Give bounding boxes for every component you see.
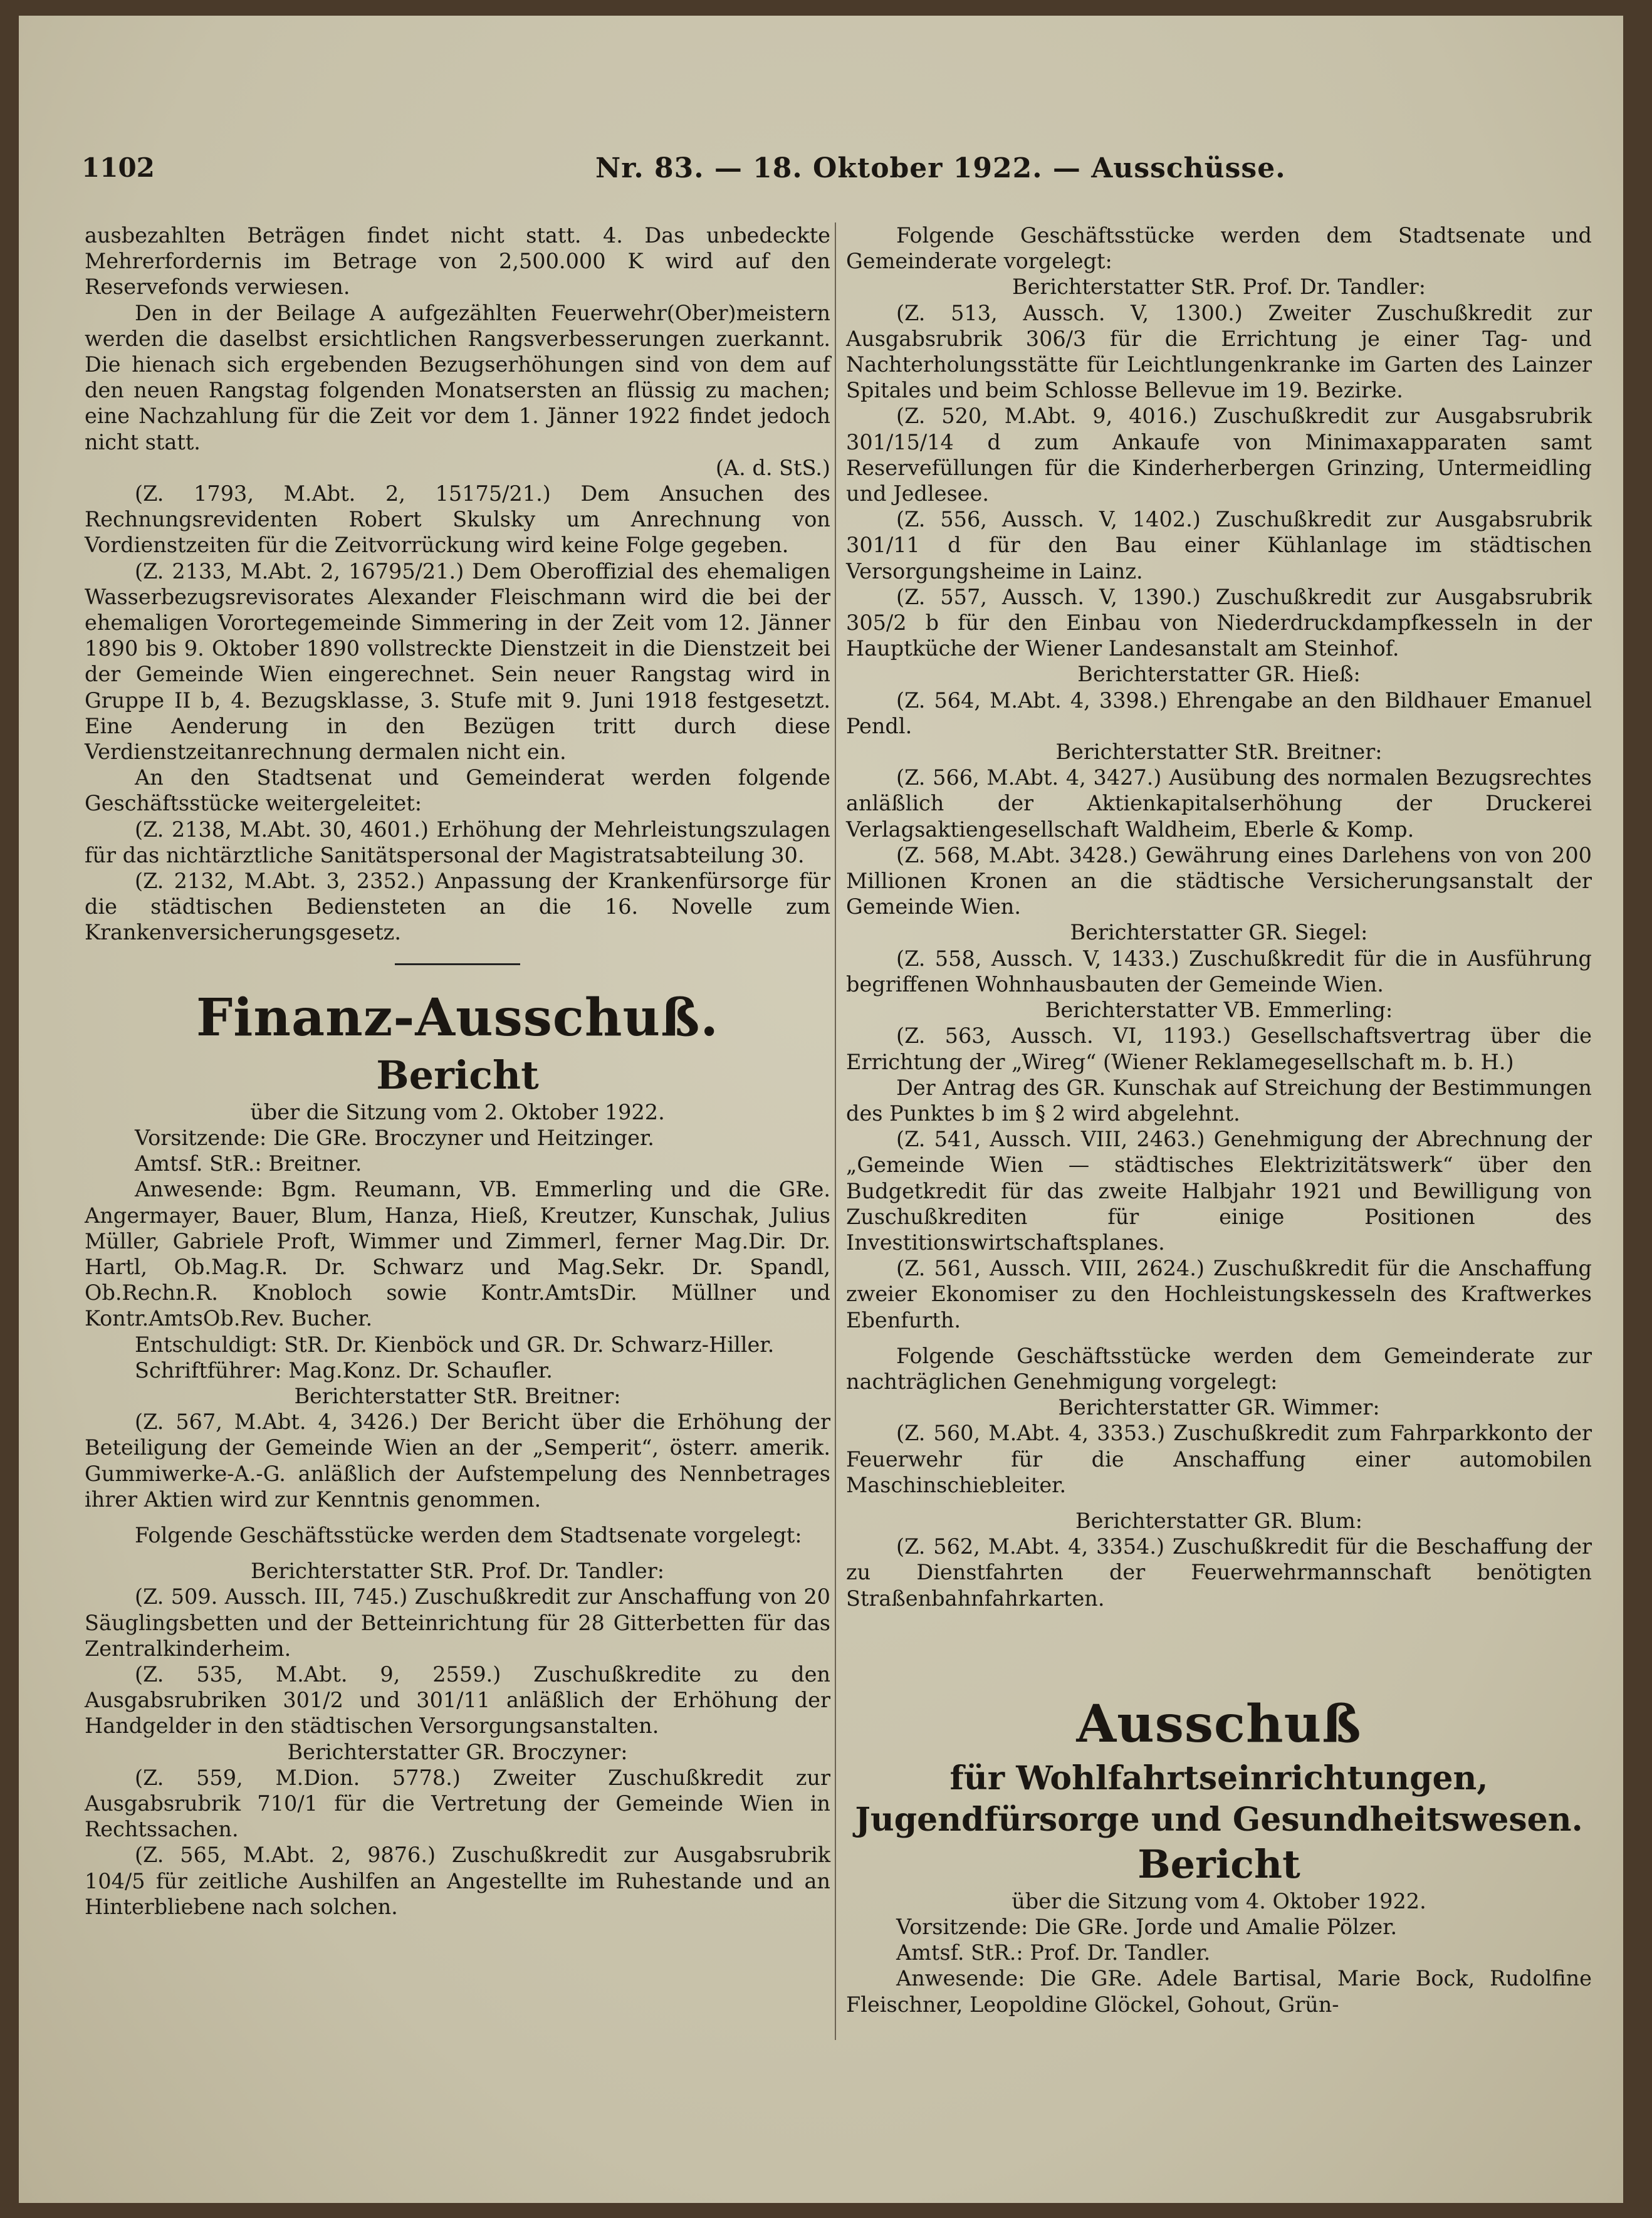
paragraph: Folgende Geschäftsstücke werden dem Stadtsenate und Gemeinderate vorgelegt: — [846, 223, 1592, 274]
paragraph: (Z. 535, M.Abt. 9, 2559.) Zuschußkredite zu den Ausgabsrubriken 301/2 und 301/11 anläßlich der Erhöhung der Handgelder in den städtischen Versorgungsanstalten. — [85, 1661, 830, 1739]
paragraph: Den in der Beilage A aufgezählten Feuerwehr(Ober)meistern werden die daselbst ersichtlichen Rangsverbesserungen zuerkannt. Die hienach sich ergebenden Bezugserhöhungen sind von dem auf den neuen Rangstag folgenden Monatsersten an flüssig zu machen; eine Nachzahlung für die Zeit vor dem 1. Jänner 1922 findet jedoch nicht statt. — [85, 300, 830, 454]
paragraph: (Z. 558, Aussch. V, 1433.) Zuschußkredit für die in Ausführung begriffenen Wohnhausbauten der Gemeinde Wien. — [846, 946, 1592, 997]
paragraph: (Z. 566, M.Abt. 4, 3427.) Ausübung des normalen Bezugsrechtes anläßlich der Aktienkapitalserhöhung der Druckerei Verlagsaktiengesellschaft Waldheim, Eberle & Komp. — [846, 765, 1592, 842]
paragraph: (Z. 561, Aussch. VIII, 2624.) Zuschußkredit für die Anschaffung zweier Ekonomiser zu den Hochleistungskesseln des Kraftwerkes Ebenfurth. — [846, 1256, 1592, 1332]
councillor: Amtsf. StR.: Prof. Dr. Tandler. — [896, 1940, 1211, 1965]
spacer — [85, 1548, 830, 1558]
paragraph: (Z. 564, M.Abt. 4, 3398.) Ehrengabe an den Bildhauer Emanuel Pendl. — [846, 688, 1592, 738]
rapporteur: Berichterstatter StR. Prof. Dr. Tandler: — [250, 1559, 665, 1584]
paragraph: (Z. 509. Aussch. III, 745.) Zuschußkredit zur Anschaffung von 20 Säuglingsbetten und der Betteinrichtung für 28 Gitterbetten für das Zentralkinderheim. — [85, 1584, 830, 1661]
left-column — [85, 222, 830, 1920]
right-column — [846, 222, 1592, 2017]
paragraph: (Z. 565, M.Abt. 2, 9876.) Zuschußkredit zur Ausgabsrubrik 104/5 für zeitliche Aushilfen an Angestellte im Ruhestande und an Hinterbliebene nach solchen. — [85, 1843, 830, 1919]
rapporteur: Berichterstatter StR. Prof. Dr. Tandler: — [1012, 275, 1426, 300]
spacer — [846, 1611, 1592, 1687]
paragraph: Folgende Geschäftsstücke werden dem Gemeinderate zur nachträglichen Genehmigung vorgelegt: — [846, 1343, 1592, 1394]
spacer — [846, 1498, 1592, 1508]
paragraph: An den Stadtsenat und Gemeinderat werden folgende Geschäftsstücke weitergeleitet: — [85, 765, 830, 816]
paragraph: (Z. 559, M.Dion. 5778.) Zweiter Zuschußkredit zur Ausgabsrubrik 710/1 für die Vertretung der Gemeinde Wien in Rechtssachen. — [85, 1765, 830, 1842]
paragraph: (Z. 2133, M.Abt. 2, 16795/21.) Dem Oberoffizial des ehemaligen Wasserbezugsrevisorates Alexander Fleischmann wird die bei der ehemaligen Vorortegemeinde Simmering in der Zeit vom 12. Jänner 1890 bis 9. Oktober 1890 vollstreckte Dienstzeit in die Dienstzeit bei der Gemeinde Wien eingerechnet. Sein neuer Rangstag wird in Gruppe II b, 4. Bezugsklasse, 3. Stufe mit 9. Juni 1918 festgesetzt. Eine Aenderung in den Bezügen tritt durch diese Verdienstzeitanrechnung dermalen nicht ein. — [85, 558, 830, 765]
councillor: Amtsf. StR.: Breitner. — [135, 1151, 362, 1176]
paragraph: (Z. 563, Aussch. VI, 1193.) Gesellschaftsvertrag über die Errichtung der „Wireg“ (Wiener Reklamegesellschaft m. b. H.) — [846, 1023, 1592, 1074]
rapporteur: Berichterstatter GR. Hieß: — [1077, 662, 1361, 687]
rapporteur: Berichterstatter GR. Broczyner: — [287, 1739, 628, 1764]
paragraph: (Z. 556, Aussch. V, 1402.) Zuschußkredit zur Ausgabsrubrik 301/11 d für den Bau einer Kühlanlage im städtischen Versorgungsheime in Lainz. — [846, 507, 1592, 583]
report-heading: Bericht — [1137, 1841, 1300, 1887]
paragraph: (Z. 541, Aussch. VIII, 2463.) Genehmigung der Abrechnung der „Gemeinde Wien — städtisches Elektrizitätswerk“ über den Budgetkredit für das zweite Halbjahr 1921 und Bewilligung von Zuschußkrediten für einige Positionen des Investitionswirtschaftsplanes. — [846, 1127, 1592, 1255]
paragraph: (Z. 1793, M.Abt. 2, 15175/21.) Dem Ansuchen des Rechnungsrevidenten Robert Skulsky um Anrechnung von Vordienstzeiten für die Zeitvorrückung wird keine Folge gegeben. — [85, 481, 830, 558]
rapporteur: Berichterstatter VB. Emmerling: — [1045, 998, 1393, 1023]
rapporteur: Berichterstatter GR. Siegel: — [1070, 920, 1368, 945]
paragraph: ausbezahlten Beträgen findet nicht statt. 4. Das unbedeckte Mehrerfordernis im Betrage von 2,500.000 K wird auf den Reservefonds verwiesen. — [85, 223, 830, 300]
spacer — [846, 1333, 1592, 1343]
report-heading: Bericht — [376, 1052, 539, 1098]
page-number: 1102 — [81, 152, 155, 183]
column-divider — [835, 222, 836, 2040]
page-header — [81, 141, 1579, 191]
chairs: Vorsitzende: Die GRe. Broczyner und Heitzinger. — [135, 1125, 654, 1150]
attendees: Anwesende: Die GRe. Adele Bartisal, Marie Bock, Rudolfine Fleischner, Leopoldine Glöckel, Gohout, Grün- — [846, 1966, 1592, 2017]
rapporteur: Berichterstatter StR. Breitner: — [1055, 740, 1383, 765]
attendees: Anwesende: Bgm. Reumann, VB. Emmerling und die GRe. Angermayer, Bauer, Blum, Hanza, Hieß, Kreutzer, Kunschak, Julius Müller, Gabriele Proft, Wimmer und Zimmerl, ferner Mag.Dir. Dr. Hartl, Ob.Mag.R. Dr. Schwarz und Mag.Sekr. Dr. Spandl, Ob.Rechn.R. Knobloch sowie Kontr.AmtsDir. Müllner und Kontr.AmtsOb.Rev. Bucher. — [85, 1177, 830, 1331]
chairs: Vorsitzende: Die GRe. Jorde und Amalie Pölzer. — [896, 1914, 1398, 1939]
section-rule — [395, 963, 520, 965]
session-date: über die Sitzung vom 4. Oktober 1922. — [1012, 1888, 1426, 1913]
paragraph: (Z. 568, M.Abt. 3428.) Gewährung eines Darlehens von von 200 Millionen Kronen an die städtische Versicherungsanstalt der Gemeinde Wien. — [846, 842, 1592, 919]
spacer — [85, 1512, 830, 1522]
rapporteur: Berichterstatter StR. Breitner: — [294, 1383, 621, 1408]
excused: Entschuldigt: StR. Dr. Kienböck und GR. Dr. Schwarz-Hiller. — [135, 1332, 775, 1357]
paragraph: (Z. 562, M.Abt. 4, 3354.) Zuschußkredit für die Beschaffung der zu Dienstfahrten der Feuerwehrmannschaft benötigten Straßenbahnfahrkarten. — [846, 1534, 1592, 1611]
paragraph: (Z. 560, M.Abt. 4, 3353.) Zuschußkredit zum Fahrparkkonto der Feuerwehr für die Anschaffung einer automobilen Maschinschiebleiter. — [846, 1421, 1592, 1497]
paragraph: (Z. 567, M.Abt. 4, 3426.) Der Bericht über die Erhöhung der Beteiligung der Gemeinde Wien an der „Semperit“, österr. amerik. Gummiwerke-A.-G. anläßlich der Aufstempelung des Nennbetrages ihrer Aktien wird zur Kenntnis genommen. — [85, 1410, 830, 1512]
rapporteur: Berichterstatter GR. Wimmer: — [1058, 1395, 1380, 1420]
section-title: Finanz-Ausschuß. — [196, 987, 719, 1048]
section-title: Ausschuß — [1076, 1693, 1362, 1754]
section-subtitle: für Wohlfahrtseinrichtungen, Jugendfürsorge und Gesundheitswesen. — [855, 1759, 1583, 1839]
paragraph: (Z. 513, Aussch. V, 1300.) Zweiter Zuschußkredit zur Ausgabsrubrik 306/3 für die Errichtung je einer Tag- und Nachterholungsstätte für Leichtlungenkranke im Garten des Lainzer Spitales und beim Schlosse Bellevue im 19. Bezirke. — [846, 300, 1592, 403]
paragraph: (Z. 520, M.Abt. 9, 4016.) Zuschußkredit zur Ausgabsrubrik 301/15/14 d zum Ankaufe von Minimaxapparaten samt Reservefüllungen für die Kinderherbergen Grinzing, Untermeidling und Jedlesee. — [846, 404, 1592, 506]
newspaper-page — [19, 16, 1623, 2203]
secretary: Schriftführer: Mag.Konz. Dr. Schaufler. — [135, 1357, 553, 1383]
paragraph: (Z. 557, Aussch. V, 1390.) Zuschußkredit zur Ausgabsrubrik 305/2 b für den Einbau von Niederdruckdampfkesseln in der Hauptküche der Wiener Landesanstalt am Steinhof. — [846, 584, 1592, 661]
signature: (A. d. StS.) — [715, 455, 830, 480]
paragraph: (Z. 2138, M.Abt. 30, 4601.) Erhöhung der Mehrleistungszulagen für das nichtärztliche Sanitätspersonal der Magistratsabteilung 30. — [85, 817, 830, 867]
paragraph: Der Antrag des GR. Kunschak auf Streichung der Bestimmungen des Punktes b im § 2 wird abgelehnt. — [846, 1075, 1592, 1126]
rapporteur: Berichterstatter GR. Blum: — [1075, 1508, 1363, 1533]
running-title: Nr. 83. — 18. Oktober 1922. — Ausschüsse. — [595, 152, 1286, 184]
paragraph: Folgende Geschäftsstücke werden dem Stadtsenate vorgelegt: — [135, 1522, 802, 1547]
session-date: über die Sitzung vom 2. Oktober 1922. — [250, 1099, 665, 1124]
paragraph: (Z. 2132, M.Abt. 3, 2352.) Anpassung der Krankenfürsorge für die städtischen Bediensteten an die 16. Novelle zum Krankenversicherungsgesetz. — [85, 869, 830, 945]
